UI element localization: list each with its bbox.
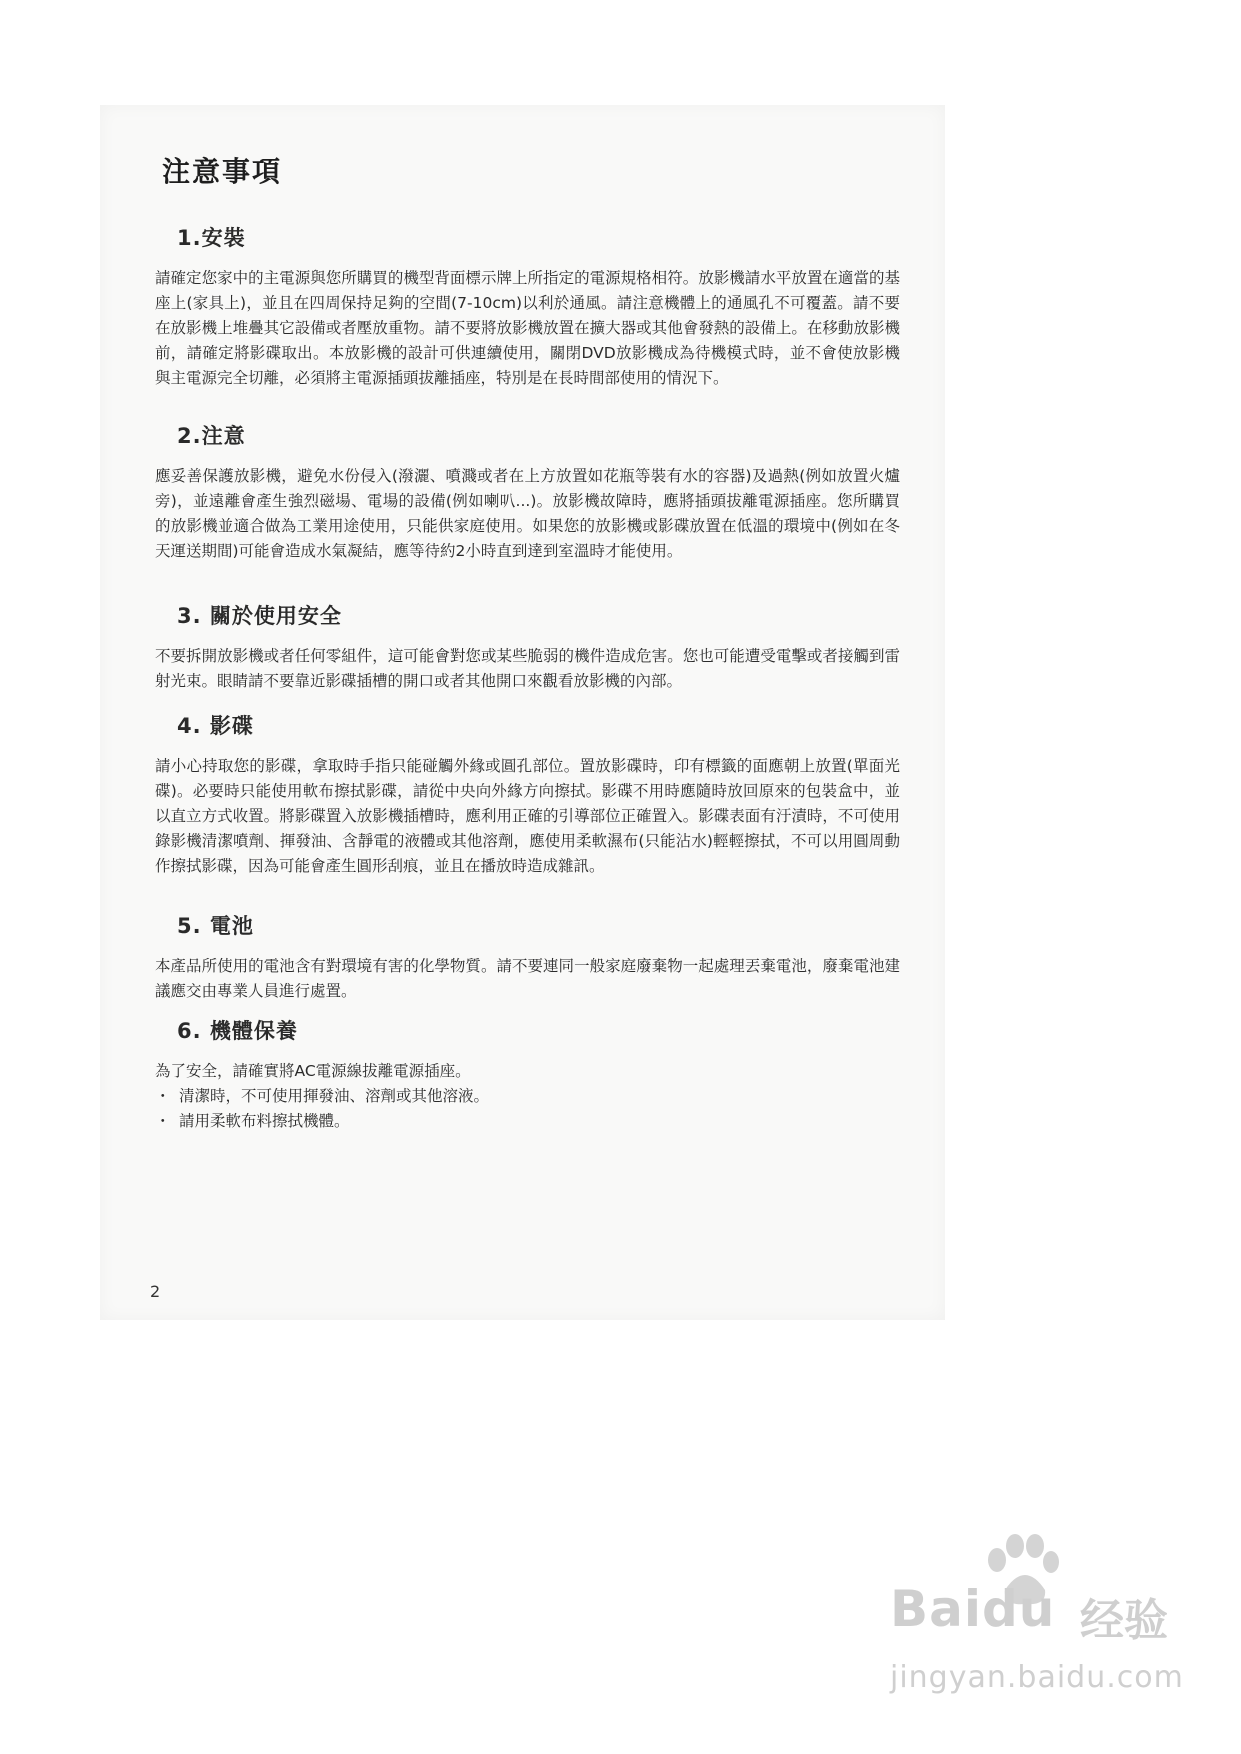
section-body: 請小心持取您的影碟，拿取時手指只能碰觸外緣或圓孔部位。置放影碟時，印有標籤的面應朝上放置(單面光碟)。必要時只能使用軟布擦拭影碟，請從中央向外緣方向擦拭。影碟不用時應隨時放回原來的包裝盒中，並以直立方式收置。將影碟置入放影機插槽時，應利用正確的引導部位正確置入。影碟表面有汙漬時，不可使用錄影機清潔噴劑、揮發油、含靜電的液體或其他溶劑，應使用柔軟濕布(只能沾水)輕輕擦拭，不可以用圓周動作擦拭影碟，因為可能會產生圓形刮痕，並且在播放時造成雜訊。 xyxy=(155,757,900,875)
page-title: 注意事項 xyxy=(162,155,283,188)
baidu-watermark xyxy=(880,1570,1210,1720)
section-heading: 1.安裝 xyxy=(177,226,246,250)
section-heading: 6. 機體保養 xyxy=(177,1019,298,1043)
section-body: 為了安全，請確實將AC電源線拔離電源插座。 xyxy=(155,1062,471,1080)
bullet-icon: ・ xyxy=(155,1112,171,1130)
section-installation xyxy=(155,222,900,391)
page-number: 2 xyxy=(150,1282,161,1301)
section-heading: 5. 電池 xyxy=(177,914,254,938)
list-item-text: 請用柔軟布料擦拭機體。 xyxy=(179,1112,350,1130)
list-item xyxy=(155,1109,900,1134)
section-discs xyxy=(155,710,900,879)
bullet-icon: ・ xyxy=(155,1087,171,1105)
watermark-brand: Baidu xyxy=(890,1580,1056,1638)
section-batteries xyxy=(155,910,900,1004)
list-item xyxy=(155,1084,900,1109)
section-safety xyxy=(155,600,900,694)
watermark-chinese: 经验 xyxy=(1080,1595,1168,1646)
section-body: 不要拆開放影機或者任何零組件，這可能會對您或某些脆弱的機件造成危害。您也可能遭受電擊或者接觸到雷射光束。眼睛請不要靠近影碟插槽的開口或者其他開口來觀看放影機的內部。 xyxy=(155,647,900,690)
section-heading: 4. 影碟 xyxy=(177,714,254,738)
section-body: 本產品所使用的電池含有對環境有害的化學物質。請不要連同一般家庭廢棄物一起處理丟棄電池，廢棄電池建議應交由專業人員進行處置。 xyxy=(155,957,900,1000)
section-heading: 3. 關於使用安全 xyxy=(177,604,342,628)
section-heading: 2.注意 xyxy=(177,424,246,448)
section-caution xyxy=(155,420,900,564)
list-item-text: 清潔時，不可使用揮發油、溶劑或其他溶液。 xyxy=(179,1087,490,1105)
watermark-url: jingyan.baidu.com xyxy=(890,1660,1184,1695)
section-maintenance xyxy=(155,1015,900,1134)
section-body: 請確定您家中的主電源與您所購買的機型背面標示牌上所指定的電源規格相符。放影機請水平放置在適當的基座上(家具上)，並且在四周保持足夠的空間(7-10cm)以利於通風。請注意機體上的通風孔不可覆蓋。請不要在放影機上堆疊其它設備或者壓放重物。請不要將放影機放置在擴大器或其他會發熱的設備上。在移動放影機前，請確定將影碟取出。本放影機的設計可供連續使用，關閉DVD放影機成為待機模式時，並不會使放影機與主電源完全切離，必須將主電源插頭拔離插座，特別是在長時間部使用的情況下。 xyxy=(155,269,900,387)
section-body: 應妥善保護放影機，避免水份侵入(潑灑、噴濺或者在上方放置如花瓶等裝有水的容器)及過熱(例如放置火爐旁)，並遠離會產生強烈磁場、電場的設備(例如喇叭...)。放影機故障時，應將插頭拔離電源插座。您所購買的放影機並適合做為工業用途使用，只能供家庭使用。如果您的放影機或影碟放置在低溫的環境中(例如在冬天運送期間)可能會造成水氣凝結，應等待約2小時直到達到室溫時才能使用。 xyxy=(155,467,900,560)
